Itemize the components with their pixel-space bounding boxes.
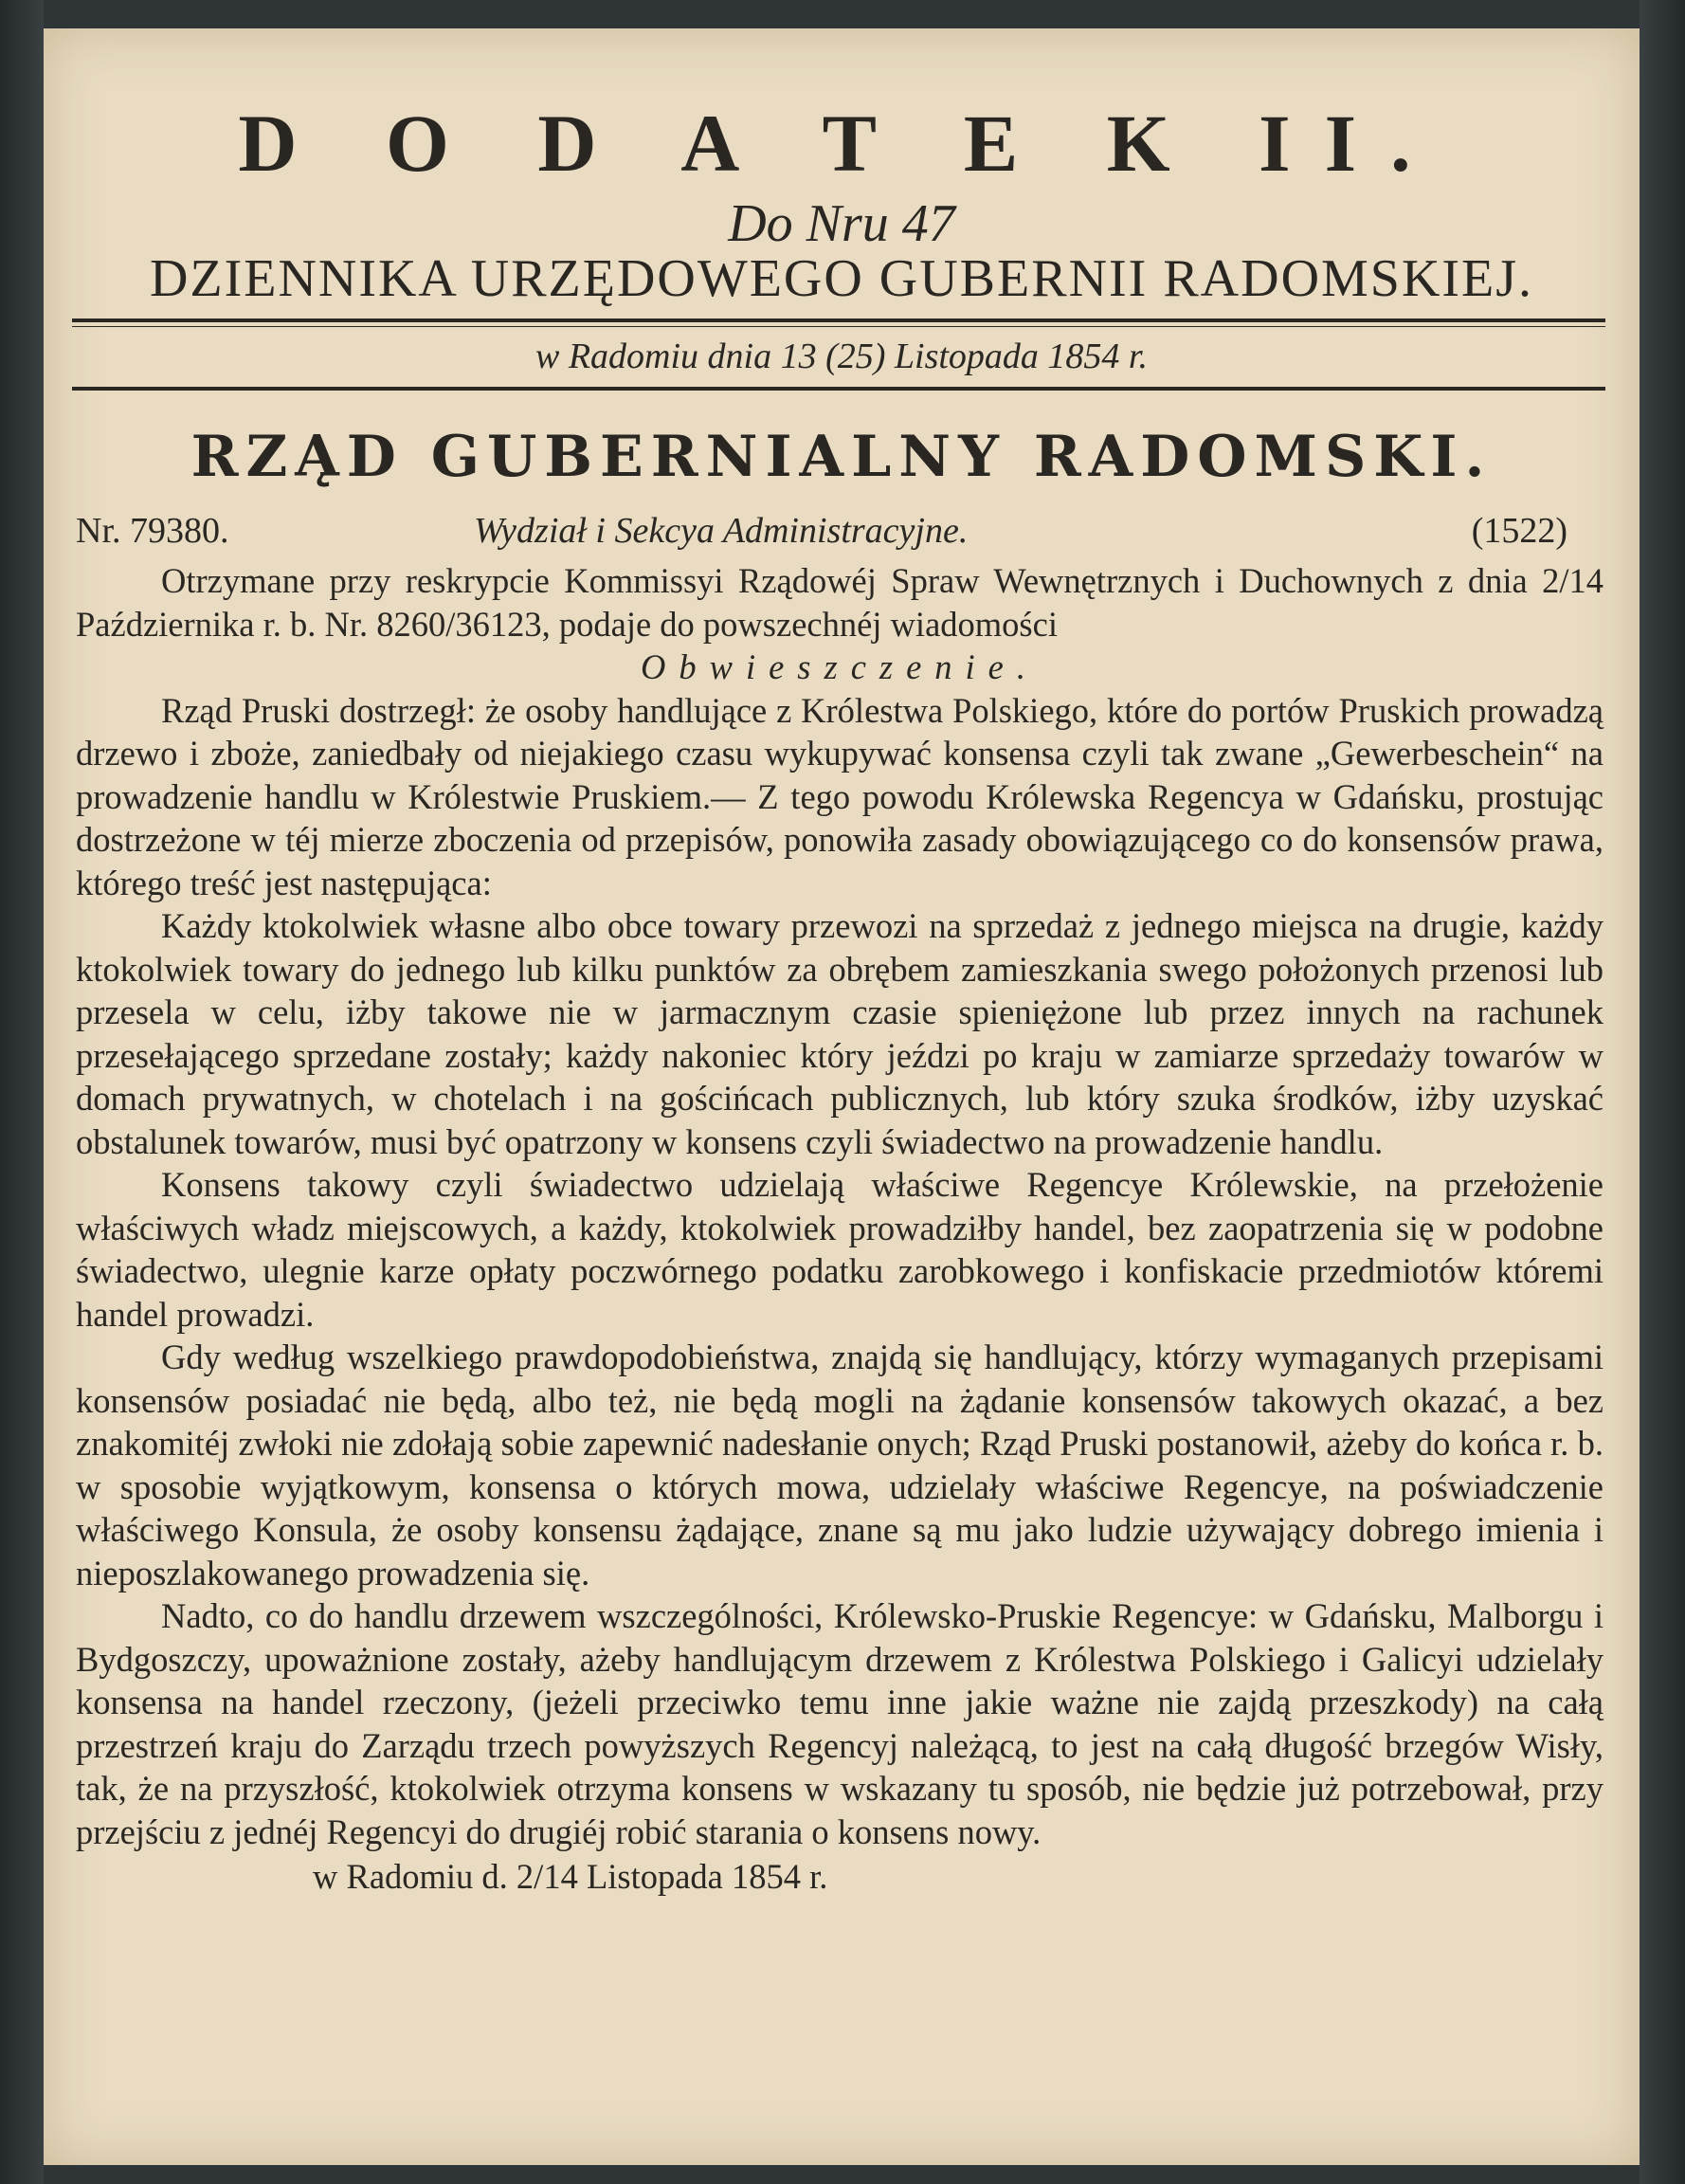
document-page [44, 28, 1640, 2165]
entry-number: Nr. 79380. [76, 511, 229, 551]
issuing-authority: RZĄD GUBERNIALNY RADOMSKI. [190, 424, 1493, 490]
scan-binding-edge [0, 0, 44, 2184]
document-subtitle: Do Nru 47 [728, 194, 955, 253]
paragraph: Rząd Pruski dostrzegł: że osoby handlujące z Królestwa Polskiego, które do portów Pruskich prowadzą drzewo i zboże, zaniedbały od niejakiego czasu wykupywać konsensa czyli tak zwane „Gewerbeschein“ na prowadzenie handlu w Królestwie Pruskiem.— Z tego powodu Królewska Regencya w Gdańsku, prostując dostrzeżone w téj mierze zboczenia od przepisów, ponowiła zasady obowiązującego co do konsensów prawa, którego treść jest następująca: [76, 690, 1603, 902]
journal-name: DZIENNIKA URZĘDOWEGO GUBERNII RADOMSKIEJ. [149, 249, 1534, 308]
header-rule-top-thin [72, 326, 1605, 327]
entry-index: (1522) [1471, 511, 1567, 551]
entry-department: Wydział i Sekcya Administracyjne. [474, 511, 969, 551]
paragraph: Gdy według wszelkiego prawdopodobieństwa, znajdą się handlujący, którzy wymaganych przepisami konsensów posiadać nie będą, albo też, nie będą mogli na żądanie konsensów takowych okazać, a bez znakomitéj zwłoki nie zdołają sobie zapewnić nadesłanie onych; Rząd Pruski postanowił, ażeby do końca r. b. w sposobie wyjątkowym, konsensa o których mowa, udzielały właściwe Regencye, na poświadczenie właściwego Konsula, że osoby konsensu żądające, znane są mu jako ludzie używający dobrego imienia i nieposzlakowanego prowadzenia się. [76, 1338, 1603, 1592]
document-body [76, 559, 1603, 1899]
dateline: w Radomiu dnia 13 (25) Listopada 1854 r. [534, 337, 1149, 376]
paragraph: Każdy ktokolwiek własne albo obce towary przewozi na sprzedaż z jednego miejsca na drugie, każdy ktokolwiek towary do jednego lub kilku punktów za obrębem zamieszkania swego położonych przenosi lub przesela w celu, iżby takowe nie w jarmacznym czasie spieniężone lub przez innych na rachunek przesełającego sprzedane zostały; każdy nakoniec który jeździ po kraju w zamiarze sprzedaży towarów w domach prywatnych, w chotelach i na gościńcach publicznych, lub który szuka środków, iżby uzyskać obstalunek towarów, musi być opatrzony w konsens czyli świadectwo na prowadzenie handlu. [76, 906, 1603, 1161]
paragraph: Konsens takowy czyli świadectwo udzielają właściwe Regencye Królewskie, na przełożenie właściwych władz miejscowych, a każdy, ktokolwiek prowadziłby handel, bez zaopatrzenia się w podobne świadectwo, ulegnie karze opłaty poczwórnego podatku zarobkowego i konfiskacie przedmiotów któremi handel prowadzi. [76, 1165, 1603, 1334]
notice-heading: Obwieszczenie. [640, 647, 1040, 686]
header-rule-bottom [72, 387, 1605, 391]
signature-line: w Radomiu d. 2/14 Listopada 1854 r. [313, 1857, 828, 1896]
document-title: D O D A T E K II. [238, 98, 1445, 189]
paragraph: Nadto, co do handlu drzewem wszczególności, Królewsko-Pruskie Regencye: w Gdańsku, Malborgu i Bydgoszczy, upoważnione zostały, ażeby handlującym drzewem z Królestwa Polskiego i Galicyi udzielały konsensa na handel rzeczony, (jeżeli przeciwko temu inne jakie ważne nie zajdą przeszkody) na całą przestrzeń kraju do Zarządu trzech powyższych Regencyj należącą, to jest na całą długość brzegów Wisły, tak, że na przyszłość, ktokolwiek otrzyma konsens w wskazany tu sposób, nie będzie już potrzebował, przy przejściu z jednéj Regencyi do drugiéj robić starania o konsens nowy. [76, 1596, 1603, 1851]
header-rule-top [72, 318, 1605, 322]
paragraph-intro: Otrzymane przy reskrypcie Kommissyi Rządowéj Spraw Wewnętrznych i Duchownych z dnia 2/14 Października r. b. Nr. 8260/36123, podaje do powszechnéj wiadomości [76, 561, 1603, 644]
scan-right-edge [1640, 0, 1685, 2184]
